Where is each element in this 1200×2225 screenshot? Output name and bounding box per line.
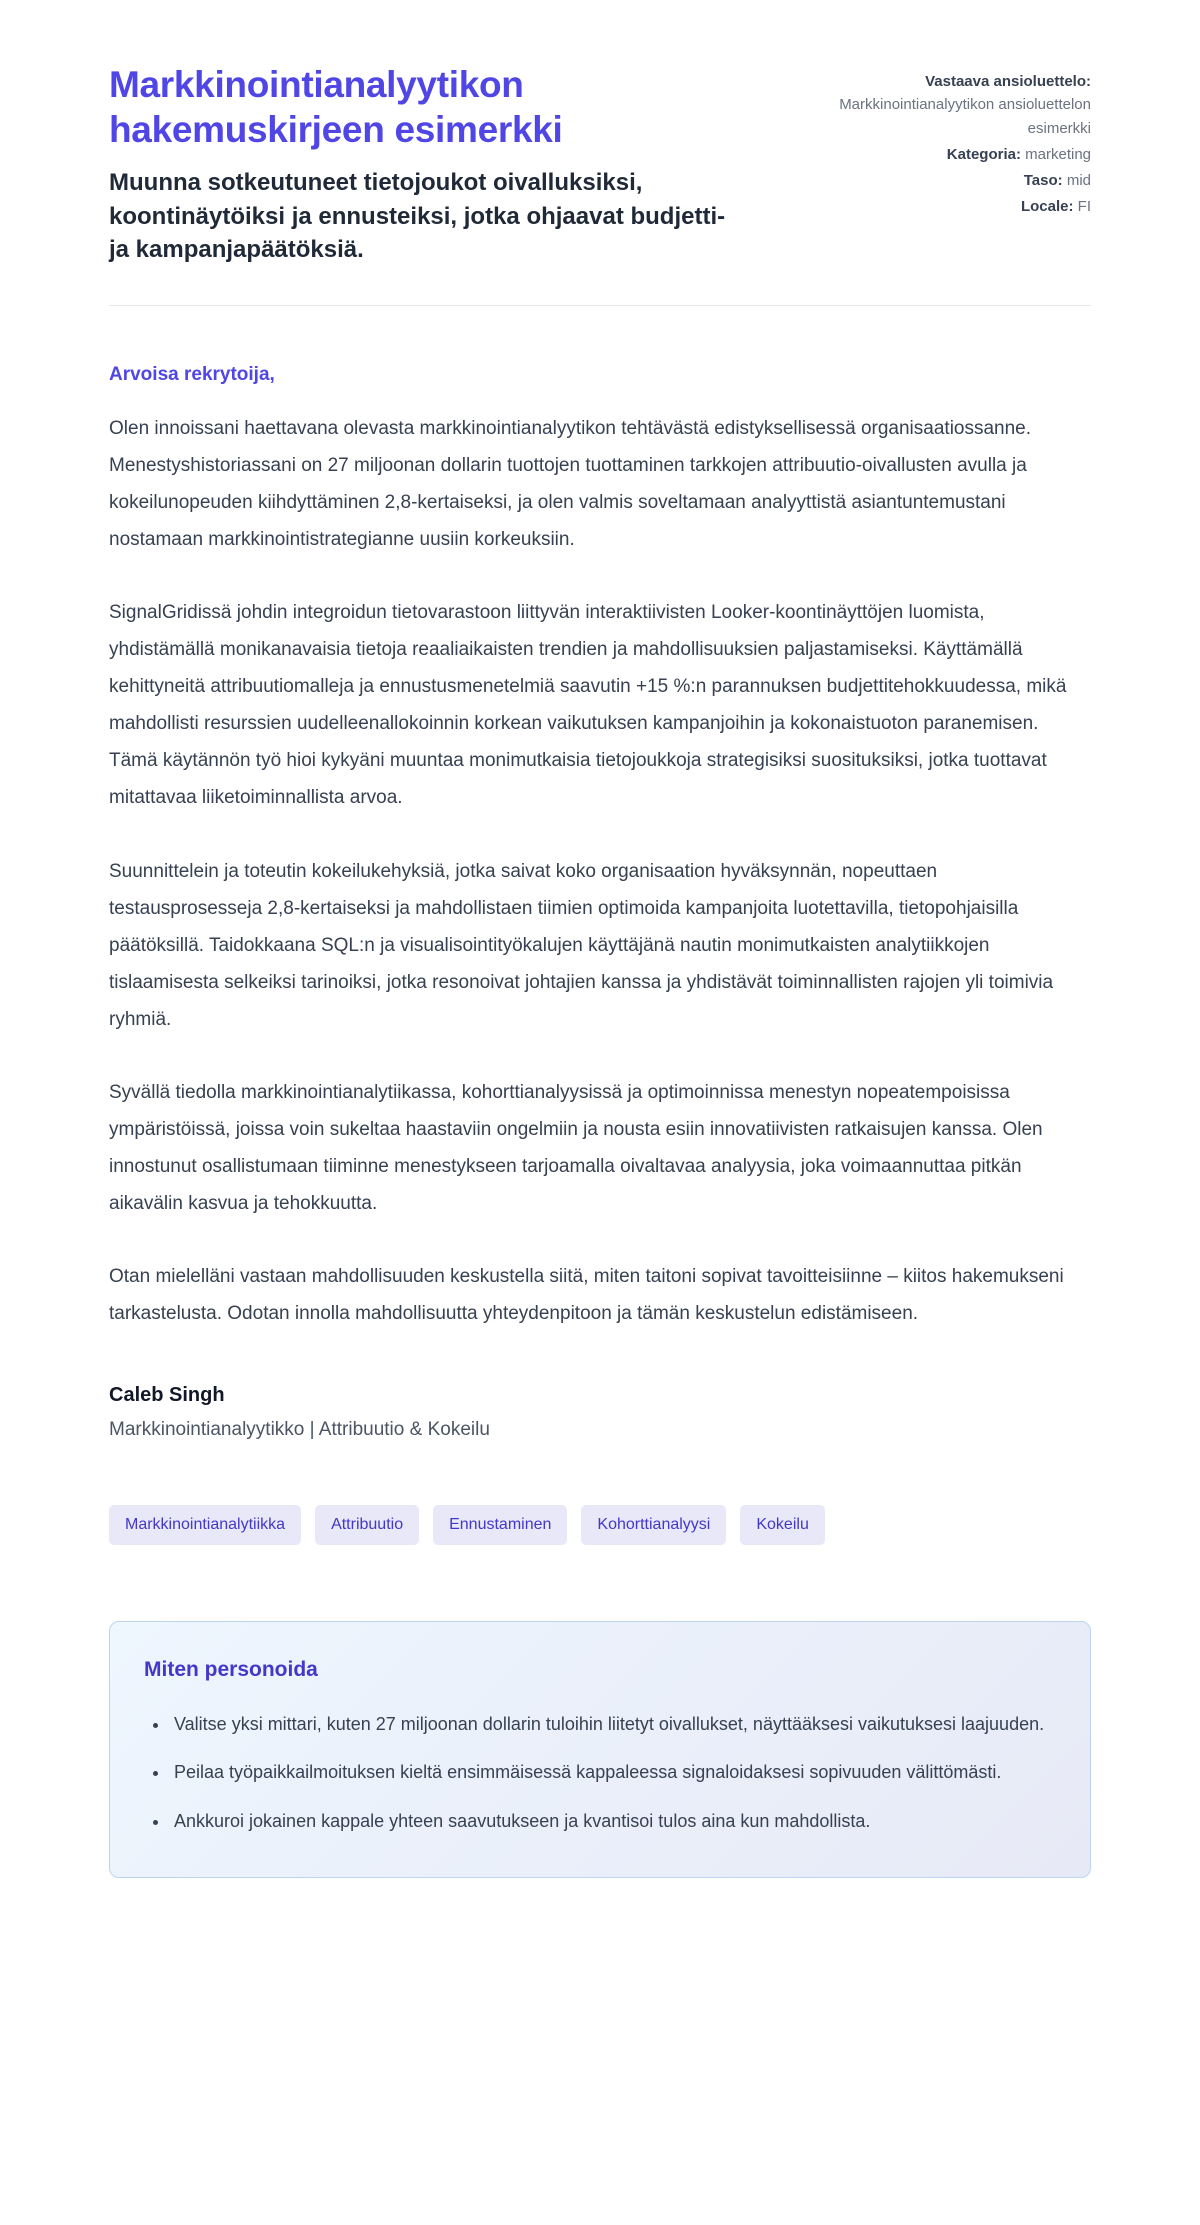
header	[109, 62, 1091, 267]
page-title: Markkinointianalyytikon hakemuskirjeen esimerkki	[109, 64, 563, 151]
letter-paragraph-4: Syvällä tiedolla markkinointianalytiikassa, kohorttianalyysissä ja optimoinnissa menestyn nopeatempoisissa ympäristöissä, joissa voin sukeltaa haastaviin ongelmiin ja nousta esiin innovatiivisten ratkaisujen kanssa. Olen innostunut osallistumaan tiiminne menestykseen tarjoamalla oivaltavaa analyysia, joka voimaannuttaa pitkän aikavälin kasvua ja tehokkuutta.	[109, 1081, 1043, 1214]
matching-resume-link[interactable]: Markkinointianalyytikon ansioluettelon esimerkki	[839, 96, 1091, 137]
cover-letter	[109, 364, 1091, 1441]
letter-paragraph-1: Olen innoissani haettavana olevasta markkinointianalyytikon tehtävästä edistyksellisessä organisaatiossanne. Menestyshistoriassani on 27 miljoonan dollarin tuottojen tuottaminen tarkkojen attribuutio-oivallusten avulla ja kokeilunopeuden kiihdyttäminen 2,8-kertaiseksi, ja olen valmis soveltamaan analyyttistä asiantuntemustani nostamaan markkinointistrategianne uusiin korkeuksiin.	[109, 418, 1032, 551]
callout-bullet-2: • Peilaa työpaikkailmoituksen kieltä ensimmäisessä kappaleessa signaloidaksesi sopivuuden välittömästi.	[170, 1756, 1056, 1788]
header-divider	[109, 305, 1091, 306]
tag-marketing-analytics[interactable]: Markkinointianalytiikka	[109, 1505, 301, 1545]
meta-row-resume	[789, 70, 1091, 140]
letter-paragraph-2: SignalGridissä johdin integroidun tietovarastoon liittyvän interaktiivisten Looker-koontinäyttöjen luomista, yhdistämällä monikanavaisia tietoja reaaliaikaisten trendien ja mahdollisuuksien paljastamiseksi. Käyttämällä kehittyneitä attribuutiomalleja ja ennustusmenetelmiä saavutin +15 %:n parannuksen budjettitehokkuudessa, mikä mahdollisti resurssien uudelleenallokoinnin korkean vaikutuksen kampanjoihin ja kokonaistuoton paranemisen. Tämä käytännön työ hioi kykyäni muuntaa monimutkaisia tietojoukkoja strategisiksi suosituksiksi, jotka tuottavat mitattavaa liiketoiminnallista arvoa.	[109, 602, 1067, 809]
locale-label: Locale:	[1020, 198, 1074, 216]
tag-forecasting[interactable]: Ennustaminen	[433, 1505, 567, 1545]
meta-row-locale	[789, 195, 1091, 218]
callout-bullet-3: • Ankkuroi jokainen kappale yhteen saavutukseen ja kvantisoi tulos aina kun mahdollista.	[170, 1805, 1056, 1837]
meta-row-level	[789, 169, 1091, 192]
level-label: Taso:	[1023, 172, 1063, 189]
signature-block	[109, 1384, 1091, 1441]
callout-list	[144, 1708, 1056, 1837]
category-label: Kategoria:	[946, 145, 1021, 163]
meta-row-category	[789, 143, 1091, 166]
callout-bullet-1: • Valitse yksi mittari, kuten 27 miljoonan dollarin tuloihin liitetyt oivallukset, näyttääksesi vaikutuksesi laajuuden.	[170, 1708, 1056, 1740]
page-subtitle: Muunna sotkeutuneet tietojoukot oivalluksiksi, koontinäytöiksi ja ennusteiksi, jotka ohjaavat budjetti- ja kampanjapäätöksiä.	[109, 169, 726, 264]
tag-list	[109, 1505, 1091, 1545]
letter-paragraph-5: Otan mielelläni vastaan mahdollisuuden keskustella siitä, miten taitoni sopivat tavoitteisiinne – kiitos hakemukseni tarkastelusta. Odotan innolla mahdollisuutta yhteydenpitoon ja tämän keskustelun edistämiseen.	[109, 1265, 1064, 1324]
callout-title: Miten personoida	[144, 1658, 318, 1682]
tag-attribution[interactable]: Attribuutio	[315, 1505, 419, 1545]
locale-value: FI	[1077, 198, 1091, 216]
category-value: marketing	[1025, 145, 1091, 163]
tag-experimentation[interactable]: Kokeilu	[740, 1505, 824, 1545]
tag-cohort-analysis[interactable]: Kohorttianalyysi	[581, 1505, 726, 1545]
meta-panel	[789, 62, 1091, 222]
letter-paragraph-3: Suunnittelein ja toteutin kokeilukehyksiä, jotka saivat koko organisaation hyväksynnän, nopeuttaen testausprosesseja 2,8-kertaiseksi ja mahdollistaen tiimien optimoida kampanjoita luotettavilla, tietopohjaisilla päätöksillä. Taidokkaana SQL:n ja visualisointityökalujen käyttäjänä nautin monimutkaisten analytiikkojen tislaamisesta selkeiksi tarinoiksi, jotka resonoivat johtajien kanssa ja yhdistävät toiminnallisten rajojen yli toimivia ryhmiä.	[109, 860, 1054, 1030]
personalization-callout	[109, 1621, 1091, 1878]
signature-title: Markkinointianalyytikko | Attribuutio & Kokeilu	[109, 1419, 490, 1441]
matching-resume-label: Vastaava ansioluettelo:	[925, 73, 1091, 90]
level-value: mid	[1066, 172, 1091, 189]
content-column	[109, 0, 1091, 1948]
header-titles	[109, 62, 749, 267]
signature-name: Caleb Singh	[109, 1384, 225, 1407]
salutation: Arvoisa rekrytoija,	[109, 364, 275, 386]
